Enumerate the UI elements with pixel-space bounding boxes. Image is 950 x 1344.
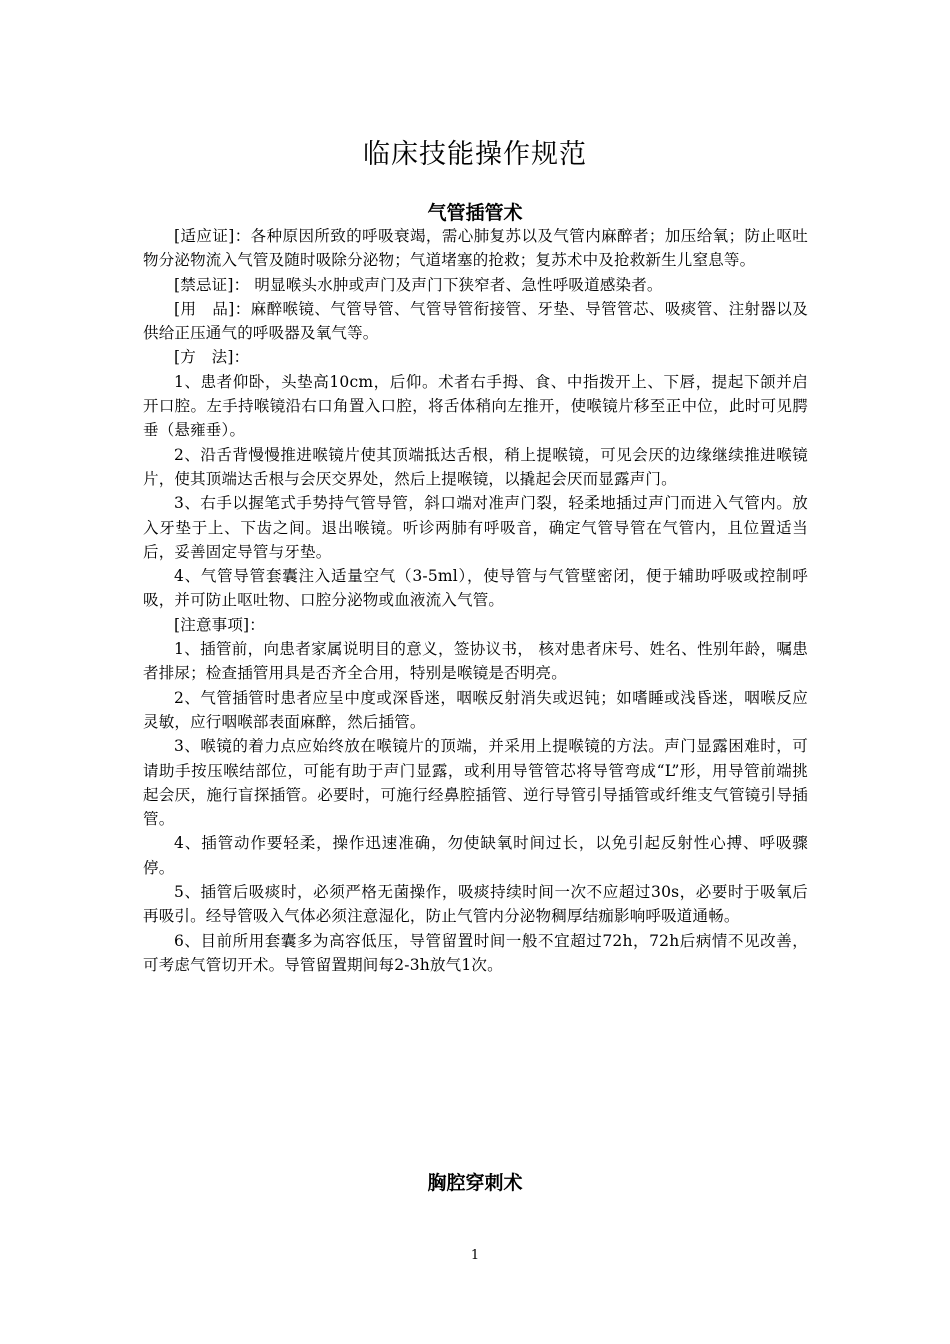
paragraph-method-step-2: 2、沿舌背慢慢推进喉镜片使其顶端抵达舌根，稍上提喉镜，可见会厌的边缘继续推进喉镜片，使其顶端达舌根与会厌交界处，然后上提喉镜，以撬起会厌而显露声门。 — [143, 445, 808, 488]
section-title-thoracentesis: 胸腔穿刺术 — [427, 1172, 523, 1194]
section-title-tracheal-intubation: 气管插管术 — [427, 202, 523, 224]
paragraph-precaution-6: 6、目前所用套囊多为高容低压，导管留置时间一般不宜超过72h，72h后病情不见改善，可考虑气管切开术。导管留置期间每2-3h放气1次。 — [143, 931, 808, 974]
paragraph-precaution-5: 5、插管后吸痰时，必须严格无菌操作，吸痰持续时间一次不应超过30s，必要时于吸氧后再吸引。经导管吸入气体必须注意湿化，防止气管内分泌物稠厚结痂影响呼吸道通畅。 — [143, 883, 808, 926]
paragraph-method-step-1: 1、患者仰卧，头垫高10cm，后仰。术者右手拇、食、中指拨开上、下唇，提起下颌并启开口腔。左手持喉镜沿右口角置入口腔，将舌体稍向左推开，使喉镜片移至正中位，此时可见腭垂（悬雍垂）。 — [143, 372, 808, 440]
paragraph-precaution-1: 1、插管前，向患者家属说明目的意义，签协议书， 核对患者床号、姓名、性别年龄，嘱患者排尿；检查插管用具是否齐全合用，特别是喉镜是否明亮。 — [143, 640, 808, 683]
paragraph-method-step-4: 4、气管导管套囊注入适量空气（3-5ml），使导管与气管壁密闭，便于辅助呼吸或控制呼吸，并可防止呕吐物、口腔分泌物或血液流入气管。 — [143, 567, 808, 610]
paragraph-contraindications: [禁忌证]： 明显喉头水肿或声门及声门下狭窄者、急性呼吸道感染者。 — [174, 275, 663, 294]
paragraph-precautions-heading: [注意事项]： — [174, 615, 265, 634]
section-body-tracheal-intubation — [143, 224, 808, 977]
paragraph-method-step-3: 3、右手以握笔式手势持气管导管，斜口端对准声门裂，轻柔地插过声门而进入气管内。放入牙垫于上、下齿之间。退出喉镜。听诊两肺有呼吸音，确定气管导管在气管内，且位置适当后，妥善固定导管与牙垫。 — [143, 494, 808, 561]
paragraph-precaution-4: 4、插管动作要轻柔，操作迅速准确，勿使缺氧时间过长，以免引起反射性心搏、呼吸骤停。 — [143, 834, 808, 877]
page-number: 1 — [470, 1248, 480, 1263]
paragraph-indications: [适应证]：各种原因所致的呼吸衰竭，需心肺复苏以及气管内麻醉者；加压给氧；防止呕吐物分泌物流入气管及随时吸除分泌物；气道堵塞的抢救；复苏术中及抢救新生儿窒息等。 — [143, 227, 808, 270]
paragraph-method-heading: [方 法]： — [174, 348, 250, 367]
paragraph-precaution-2: 2、气管插管时患者应呈中度或深昏迷，咽喉反射消失或迟钝；如嗜睡或浅昏迷，咽喉反应灵敏，应行咽喉部表面麻醉，然后插管。 — [143, 688, 808, 731]
document-title: 临床技能操作规范 — [363, 139, 587, 170]
paragraph-precaution-3: 3、喉镜的着力点应始终放在喉镜片的顶端，并采用上提喉镜的方法。声门显露困难时，可请助手按压喉结部位，可能有助于声门显露，或利用导管管芯将导管弯成“L”形，用导管前端挑起会厌，施行盲探插管。必要时，可施行经鼻腔插管、逆行导管引导插管或纤维支气管镜引导插管。 — [143, 737, 808, 829]
paragraph-supplies: [用 品]：麻醉喉镜、气管导管、气管导管衔接管、牙垫、导管管芯、吸痰管、注射器以及供给正压通气的呼吸器及氧气等。 — [143, 299, 808, 343]
